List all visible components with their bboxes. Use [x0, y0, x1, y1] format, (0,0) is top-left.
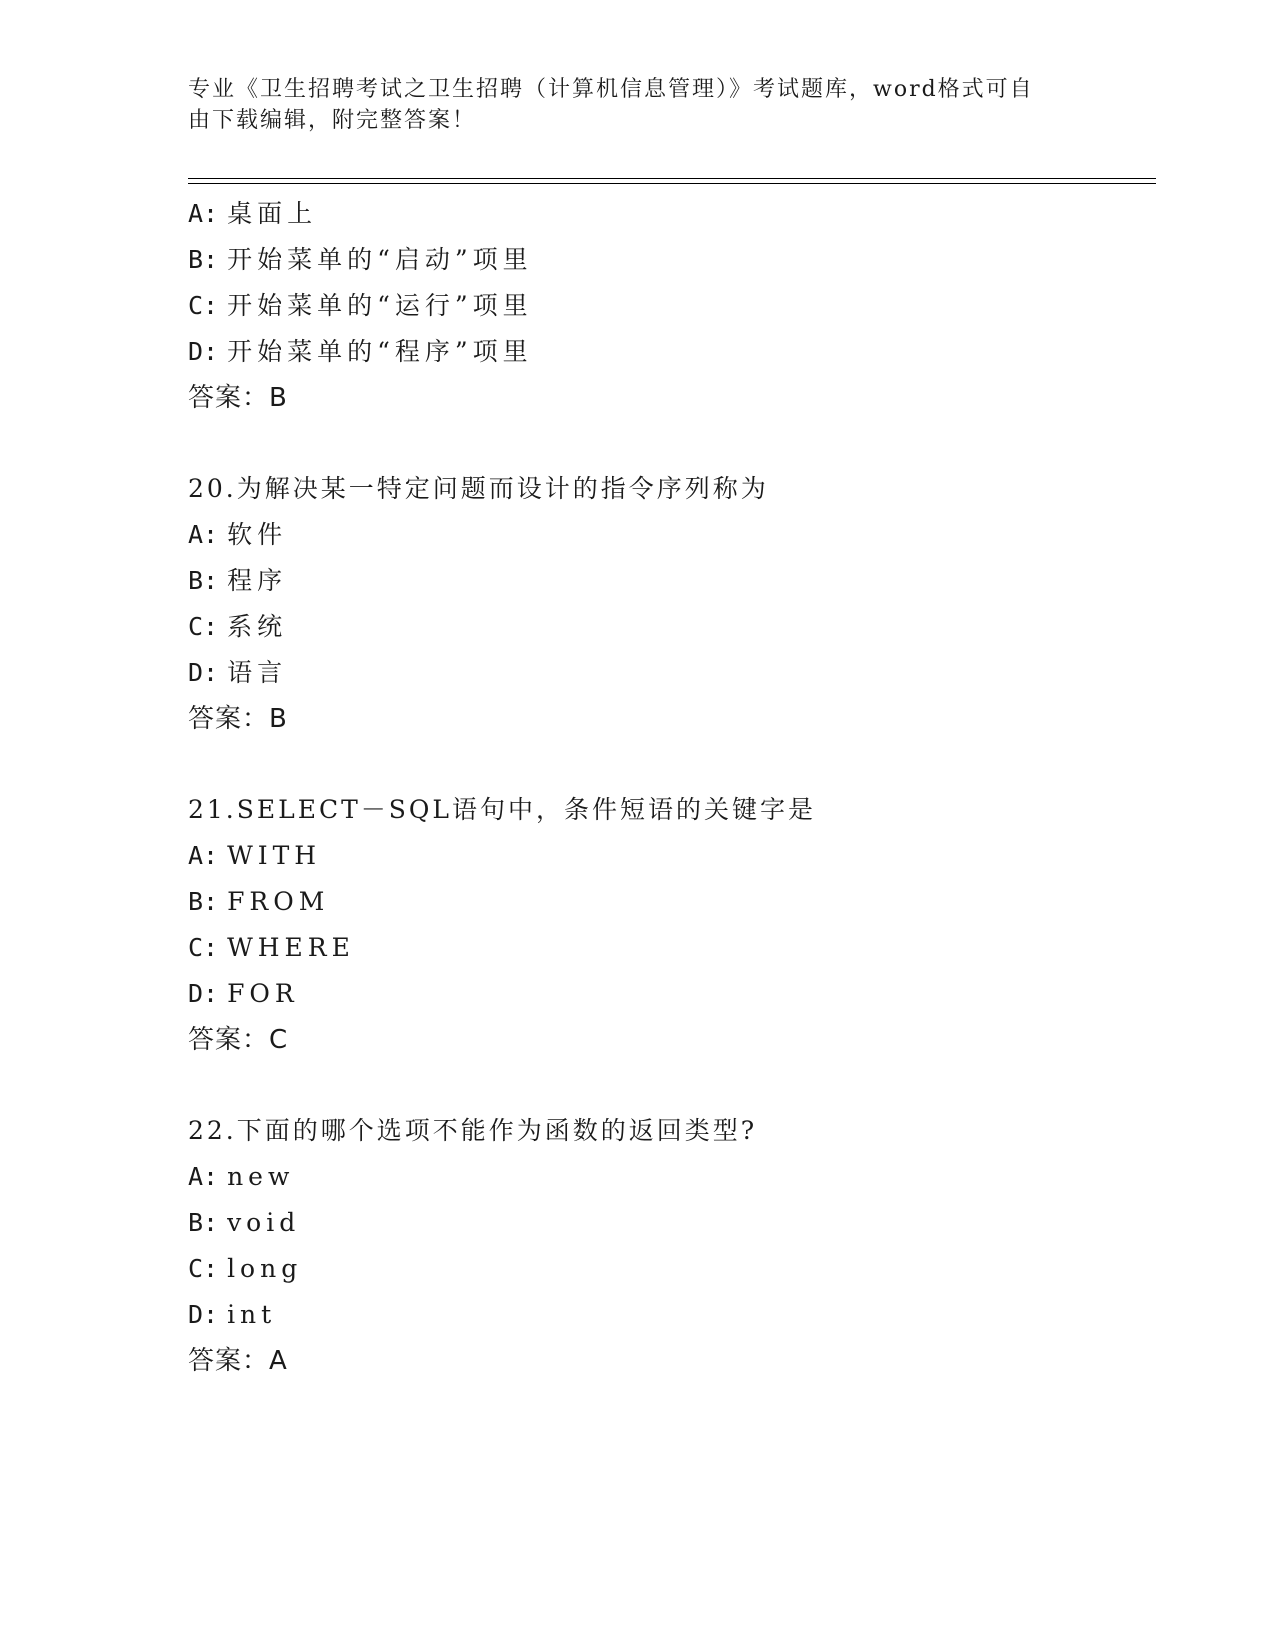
option-text: 开始菜单的“程序”项里 [227, 337, 533, 366]
option-d [188, 650, 1148, 696]
option-key: A: [188, 520, 219, 549]
option-key: B: [188, 245, 219, 274]
option-key: A: [188, 1162, 219, 1191]
option-key: C: [188, 1254, 219, 1283]
option-b [188, 1200, 1148, 1246]
option-text: FOR [227, 979, 299, 1008]
option-b [188, 237, 1148, 283]
option-key: D: [188, 337, 219, 366]
question-block [188, 466, 1148, 742]
option-c [188, 925, 1148, 971]
option-a [188, 512, 1148, 558]
question-list [188, 191, 1148, 1384]
question-text: 20.为解决某一特定问题而设计的指令序列称为 [188, 474, 769, 503]
option-text: int [227, 1300, 277, 1329]
option-text: 系统 [227, 612, 288, 641]
option-text: long [227, 1254, 303, 1283]
document-header [188, 74, 1068, 136]
block-spacer [188, 421, 1148, 466]
option-key: D: [188, 979, 219, 1008]
header-divider-top [188, 178, 1156, 179]
option-text: 开始菜单的“运行”项里 [227, 291, 533, 320]
answer-line: 答案：A [188, 1346, 288, 1376]
answer-line: 答案：B [188, 704, 288, 734]
header-line-2: 由下载编辑，附完整答案！ [188, 108, 477, 133]
option-key: B: [188, 887, 219, 916]
option-text: 程序 [227, 566, 288, 595]
option-key: A: [188, 841, 219, 870]
option-key: A: [188, 199, 219, 228]
option-d [188, 1292, 1148, 1338]
option-text: void [227, 1208, 301, 1237]
option-d [188, 971, 1148, 1017]
option-text: 软件 [227, 520, 288, 549]
option-text: new [227, 1162, 295, 1191]
option-text: WITH [227, 841, 322, 870]
option-a [188, 833, 1148, 879]
option-b [188, 558, 1148, 604]
answer-line: 答案：B [188, 383, 288, 413]
block-spacer [188, 742, 1148, 787]
option-d [188, 329, 1148, 375]
option-key: C: [188, 291, 219, 320]
option-key: D: [188, 1300, 219, 1329]
option-text: 语言 [227, 658, 288, 687]
option-text: WHERE [227, 933, 355, 962]
option-c [188, 283, 1148, 329]
question-block [188, 1108, 1148, 1384]
option-text: 桌面上 [227, 199, 318, 228]
option-key: C: [188, 612, 219, 641]
option-a [188, 191, 1148, 237]
block-spacer [188, 1063, 1148, 1108]
question-block [188, 787, 1148, 1063]
header-divider-bottom [188, 183, 1156, 184]
option-b [188, 879, 1148, 925]
option-c [188, 604, 1148, 650]
option-key: D: [188, 658, 219, 687]
option-key: B: [188, 1208, 219, 1237]
question-block [188, 191, 1148, 421]
option-text: FROM [227, 887, 330, 916]
option-key: C: [188, 933, 219, 962]
answer-line: 答案：C [188, 1025, 289, 1055]
option-c [188, 1246, 1148, 1292]
header-line-1: 专业《卫生招聘考试之卫生招聘（计算机信息管理）》考试题库，word格式可自 [188, 77, 1034, 102]
option-a [188, 1154, 1148, 1200]
option-text: 开始菜单的“启动”项里 [227, 245, 533, 274]
option-key: B: [188, 566, 219, 595]
question-text: 21.SELECT－SQL语句中，条件短语的关键字是 [188, 795, 817, 824]
question-text: 22.下面的哪个选项不能作为函数的返回类型? [188, 1116, 758, 1145]
